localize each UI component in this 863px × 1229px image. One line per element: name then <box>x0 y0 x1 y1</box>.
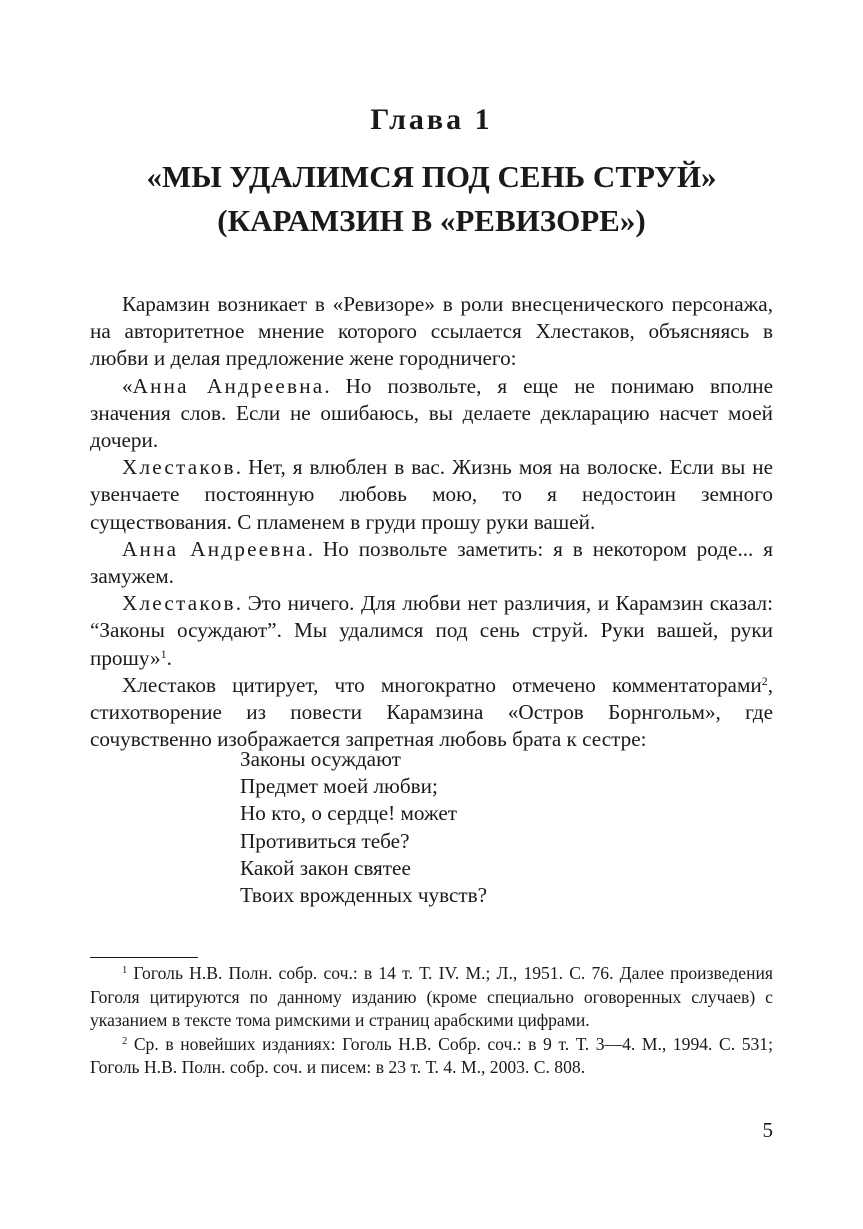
speech-end: . <box>166 645 172 670</box>
speech-text: . Но позвольте заметить: я в некотором роде... я замужем. <box>90 536 773 589</box>
speech-text: . Но позвольте, я еще не понимаю вполне значения слов. Если не ошибаюсь, вы делаете декларацию насчет моей дочери. <box>90 373 773 453</box>
speech-text: . Это ничего. Для любви нет различия, и Карамзин сказал: “Законы осуждают”. Мы удалимся под сень струй. Руки вашей, руки прошу» <box>90 591 773 670</box>
quote-open: « <box>122 373 133 398</box>
page-number: 5 <box>762 1118 773 1142</box>
footnote-text: Ср. в новейших изданиях: Гоголь Н.В. Собр. соч.: в 9 т. Т. 3—4. М., 1994. С. 531; Гоголь Н.В. Полн. собр. соч. и писем: в 23 т. Т. 4. М., 2003. С. 808. <box>90 1033 773 1077</box>
paragraph-dialogue-2 <box>90 454 773 536</box>
footnote-text: Гоголь Н.В. Полн. собр. соч.: в 14 т. Т. IV. М.; Л., 1951. С. 76. Далее произведения Гоголя цитируются по данному изданию (кроме специально оговоренных случаев) с указанием в тексте тома римскими и страниц арабскими цифрами. <box>90 963 773 1030</box>
commentary-text: Хлестаков цитирует, что многократно отмечено комментаторами <box>122 672 762 697</box>
speaker-name: Хлестаков <box>122 455 236 480</box>
paragraph-dialogue-4 <box>90 590 773 672</box>
speaker-name: Анна Андреевна <box>132 373 325 398</box>
footnote-ref-1[interactable]: 1 <box>160 646 167 661</box>
poem-line: Твоих врожденных чувств? <box>240 883 488 908</box>
footnote-1 <box>90 962 773 1033</box>
chapter-title <box>0 155 863 243</box>
poem-line: Но кто, о сердце! может <box>240 801 458 826</box>
footnote-divider <box>90 957 198 958</box>
speech-text: . Нет, я влюблен в вас. Жизнь моя на волоске. Если вы не увенчаете постоянную любовь мою, то я недостоин земного существования. С пламенем в груди прошу руки вашей. <box>90 455 773 534</box>
speaker-name: Анна Андреевна <box>122 536 308 561</box>
paragraph-commentary <box>90 672 773 754</box>
chapter-title-line-2: (КАРАМЗИН В «РЕВИЗОРЕ») <box>217 203 646 238</box>
poem-line: Предмет моей любви; <box>240 774 438 799</box>
poem-line: Какой закон святее <box>240 855 411 880</box>
paragraph-dialogue-3 <box>90 536 773 590</box>
footnote-2 <box>90 1033 773 1080</box>
main-text <box>90 291 773 753</box>
poem-quote <box>240 746 487 909</box>
speaker-name: Хлестаков <box>122 591 236 616</box>
paragraph-intro: Карамзин возникает в «Ревизоре» в роли внесценического персонажа, на авторитетное мнение которого ссылается Хлестаков, объясняясь в любви и делая предложение жене городничего: <box>90 292 773 371</box>
footnote-ref-2[interactable]: 2 <box>761 673 768 688</box>
chapter-label: Глава 1 <box>370 103 493 136</box>
poem-line: Противиться тебе? <box>240 828 410 853</box>
commentary-rest: , стихотворение из повести Карамзина «Остров Борнгольм», где сочувственно изображается запретная любовь брата к сестре: <box>90 672 773 752</box>
footnote-mark: 1 <box>122 965 128 976</box>
footnote-mark: 2 <box>122 1035 128 1047</box>
chapter-title-line-1: «МЫ УДАЛИМСЯ ПОД СЕНЬ СТРУЙ» <box>146 159 717 194</box>
footnotes <box>90 962 773 1080</box>
paragraph-dialogue-1 <box>90 373 773 455</box>
poem-line: Законы осуждают <box>240 747 401 771</box>
